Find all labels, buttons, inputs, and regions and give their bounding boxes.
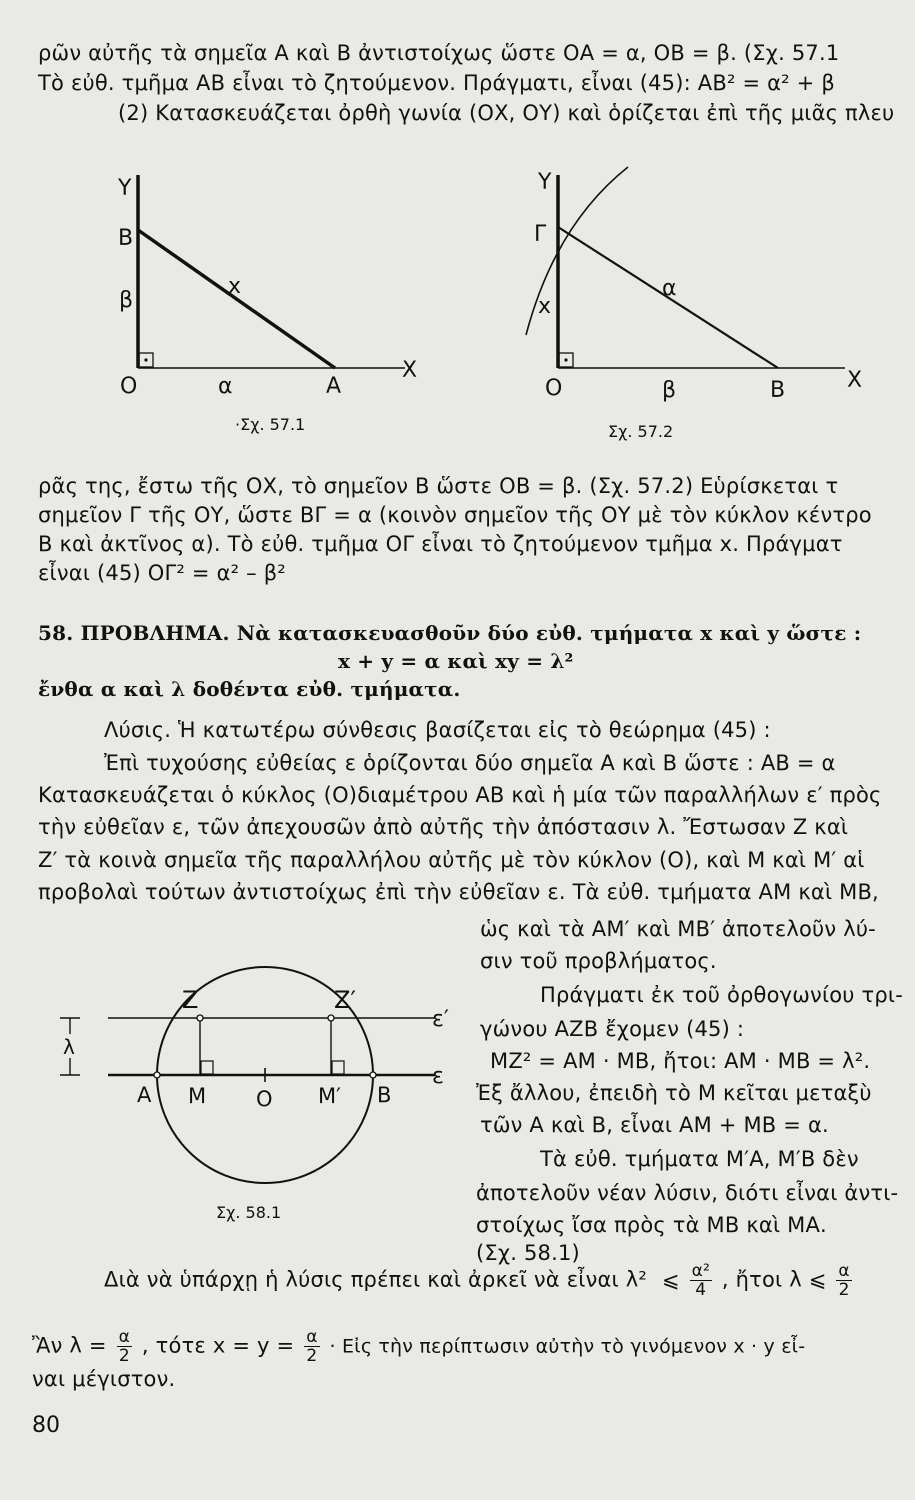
label-Gamma: Γ [534,222,547,247]
caption-57-2: Σχ. 57.2 [608,422,674,441]
right-line-3: Πράγματι ἐκ τοῦ ὀρθογωνίου τρι- [540,983,903,1007]
label-M: Μ [188,1084,207,1108]
fraction-a-over-2-c: $\frac{\alpha}{2}$ [306,1327,318,1366]
label-A: Α [326,374,342,399]
text-line-1: ρῶν αὐτῆς τὰ σημεῖα Α καὶ Β ἀντιστοίχως ὥστε ΟΑ = α, ΟΒ = β. (Σχ. 57.1 [38,41,840,65]
leq-symbol: ⩽ [661,1267,680,1292]
label-e-prime: ε′ [432,1007,449,1032]
label-beta: β [119,288,134,313]
label-Z: Ζ [182,986,199,1014]
label-lambda: λ [63,1035,75,1059]
label-M-prime: Μ′ [318,1084,341,1108]
figure-57-2 [500,165,880,445]
if-text: Ἂν λ = [32,1333,107,1358]
text-line-3: (2) Κατασκευάζεται ὀρθὴ γωνία (ΟΧ, ΟΥ) καὶ ὁρίζεται ἐπὶ τῆς μιᾶς πλευ [118,101,895,125]
solution-line-5: Ζ′ τὰ κοινὰ σημεῖα τῆς παραλλήλου αὐτῆς μὲ τὸν κύκλον (Ο), καὶ Μ καὶ Μ′ αἱ [38,848,865,872]
label-B: Β [118,226,134,251]
label-beta: β [662,378,677,403]
end-text: · Εἰς τὴν περίπτωσιν αὐτὴν τὸ γινόμενον x · y εἶ- [329,1335,806,1358]
label-B: Β [377,1083,392,1107]
right-line-1: ὡς καὶ τὰ ΑΜ′ καὶ ΜΒ′ ἀποτελοῦν λύ- [480,917,876,941]
right-line-11: (Σχ. 58.1) [476,1241,580,1265]
condition-line [104,1262,855,1299]
solution-line-2: Ἐπὶ τυχούσης εὐθείας ε ὁρίζονται δύο σημεῖα Α καὶ Β ὥστε : ΑΒ = α [104,751,836,775]
solution-line-1: Λύσις. Ἡ κατωτέρω σύνθεσις βασίζεται εἰς τὸ θεώρημα (45) : [104,718,771,742]
label-X: Χ [402,358,418,383]
label-Y: Υ [118,176,132,201]
right-line-8: Τὰ εὐθ. τμήματα Μ′Α, Μ′Β δὲν [540,1147,859,1171]
figure-58-1 [40,940,460,1240]
label-e: ε [432,1064,444,1089]
problem-heading: 58. ΠΡΟΒΛΗΜΑ. Νὰ κατασκευασθοῦν δύο εὐθ. τμήματα x καὶ y ὥστε : [38,621,862,645]
right-line-7: τῶν Α καὶ Β, εἶναι ΑΜ + ΜΒ = α. [480,1113,829,1137]
label-O: Ο [120,374,138,399]
label-O: Ο [545,376,563,401]
label-Z-prime: Ζ′ [334,986,356,1014]
condition-text: Διὰ νὰ ὑπάρχῃ ἡ λύσις πρέπει καὶ ἀρκεῖ νὰ εἶναι λ² [104,1267,647,1292]
text-line-6: Β καὶ ἀκτῖνος α). Τὸ εὐθ. τμῆμα ΟΓ εἶναι τὸ ζητούμενον τμῆμα x. Πράγματ [38,532,843,556]
right-line-4: γώνου ΑΖΒ ἔχομεν (45) : [480,1017,745,1041]
caption-58-1: Σχ. 58.1 [216,1203,282,1222]
fraction-a2-over-4: $\frac{\text{α²}}{4}$ [691,1261,710,1300]
solution-line-6: προβολαὶ τούτων ἀντιστοίχως ἐπὶ τὴν εὐθεῖαν ε. Τὰ εὐθ. τμήματα ΑΜ καὶ ΜΒ, [38,880,879,904]
label-alpha: α [662,276,677,301]
label-alpha: α [218,374,233,399]
condition-mid: , ἤτοι λ ⩽ [721,1267,827,1292]
label-O: Ο [256,1087,273,1111]
label-B: Β [770,378,786,403]
right-line-9: ἀποτελοῦν νέαν λύσιν, διότι εἶναι ἀντι- [476,1181,899,1205]
case-line [32,1328,805,1365]
caption-57-1: ·Σχ. 57.1 [235,415,306,434]
right-line-5: ΜΖ² = ΑΜ · ΜΒ, ἤτοι: ΑΜ · ΜΒ = λ². [490,1049,871,1073]
label-x: x [538,294,552,319]
solution-line-3: Κατασκευάζεται ὁ κύκλος (Ο)διαμέτρου ΑΒ καὶ ἡ μία τῶν παραλλήλων ε′ πρὸς [38,783,882,807]
right-line-2: σιν τοῦ προβλήματος. [480,949,717,973]
label-Y: Υ [538,170,552,195]
then-text: , τότε x = y = [141,1333,295,1358]
last-line: ναι μέγιστον. [32,1367,176,1391]
fraction-a-over-2: $\frac{\alpha}{2}$ [838,1261,850,1300]
text-line-4: ρᾶς της, ἔστω τῆς ΟΧ, τὸ σημεῖον Β ὥστε ΟΒ = β. (Σχ. 57.2) Εὑρίσκεται τ [38,474,839,498]
label-x: x [228,274,242,299]
label-X: Χ [847,368,863,393]
page-number: 80 [32,1413,60,1438]
text-line-2: Τὸ εὐθ. τμῆμα ΑΒ εἶναι τὸ ζητούμενον. Πράγματι, εἶναι (45): ΑΒ² = α² + β [38,71,835,95]
right-line-6: Ἐξ ἄλλου, ἐπειδὴ τὸ Μ κεῖται μεταξὺ [476,1081,872,1105]
figure-57-1 [90,165,430,440]
right-line-10: στοίχως ἴσα πρὸς τὰ ΜΒ καὶ ΜΑ. [476,1213,827,1237]
text-line-5: σημεῖον Γ τῆς ΟΥ, ὥστε ΒΓ = α (κοινὸν σημεῖον τῆς ΟΥ μὲ τὸν κύκλον κέντρο [38,503,872,527]
text-line-7: εἶναι (45) ΟΓ² = α² – β² [38,561,286,585]
problem-equation: x + y = α καὶ xy = λ² [338,649,574,673]
problem-given: ἔνθα α καὶ λ δοθέντα εὐθ. τμήματα. [38,677,461,701]
label-A: Α [137,1083,152,1107]
solution-line-4: τὴν εὐθεῖαν ε, τῶν ἀπεχουσῶν ἀπὸ αὐτῆς τὴν ἀπόστασιν λ. Ἔστωσαν Ζ καὶ [38,815,849,839]
fraction-a-over-2-b: $\frac{\alpha}{2}$ [118,1327,131,1366]
